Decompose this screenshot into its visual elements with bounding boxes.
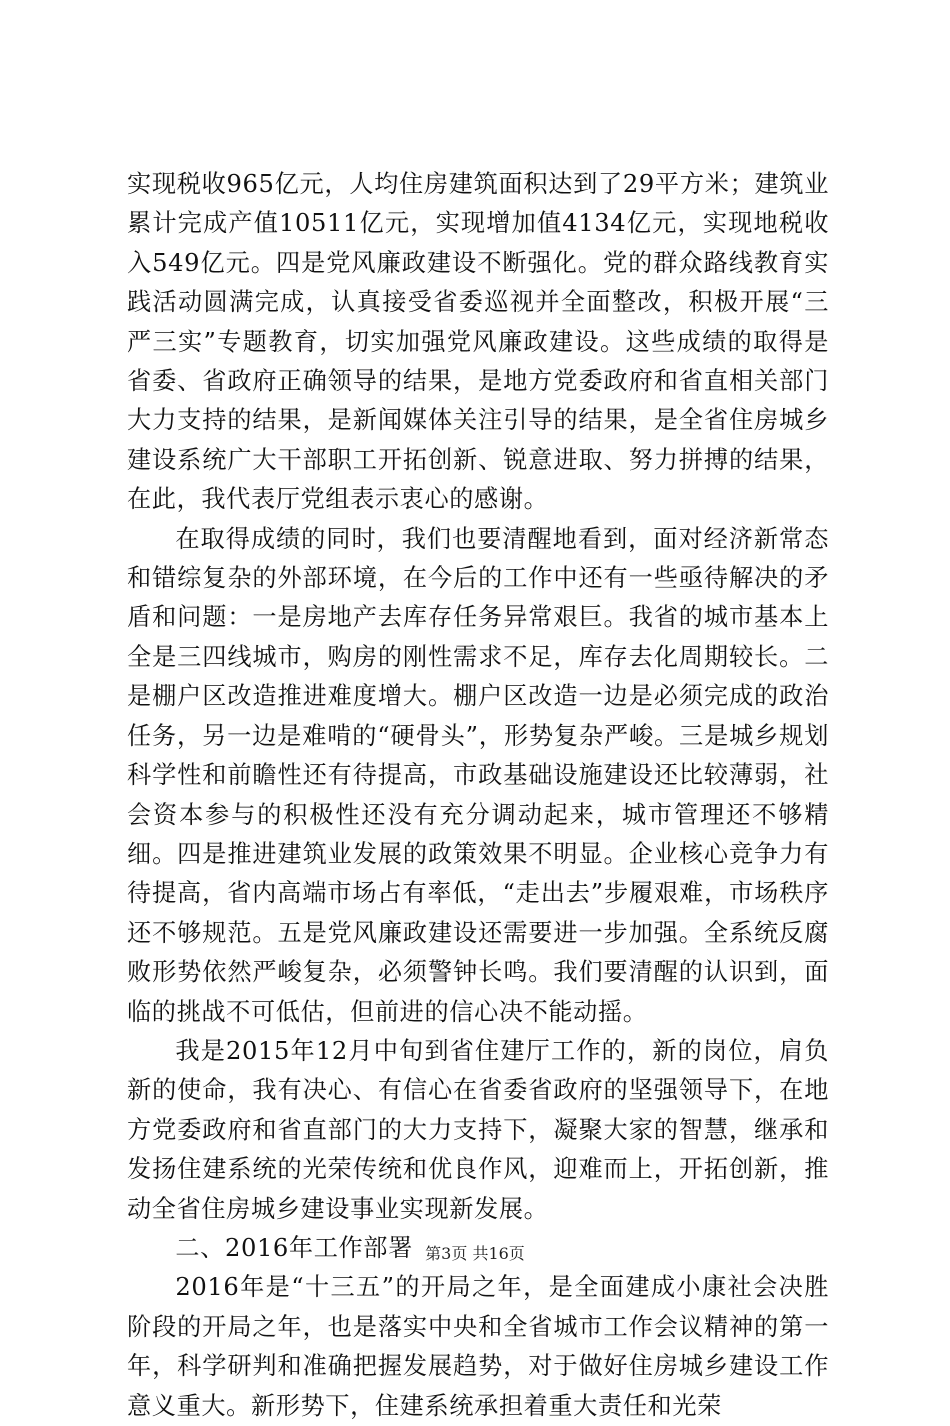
paragraph-2: 在取得成绩的同时，我们也要清醒地看到，面对经济新常态和错综复杂的外部环境，在今后的工作中还有一些亟待解决的矛盾和问题：一是房地产去库存任务异常艰巨。我省的城市基本上全是三四线城市，购房的刚性需求不足，库存去化周期较长。二是棚户区改造推进难度增大。棚户区改造一边是必须完成的政治任务，另一边是难啃的“硬骨头”，形势复杂严峻。三是城乡规划科学性和前瞻性还有待提高，市政基础设施建设还比较薄弱，社会资本参与的积极性还没有充分调动起来，城市管理还不够精细。四是推进建筑业发展的政策效果不明显。企业核心竞争力有待提高，省内高端市场占有率低，“走出去”步履艰难，市场秩序还不够规范。五是党风廉政建设还需要进一步加强。全系统反腐败形势依然严峻复杂，必须警钟长鸣。我们要清醒的认识到，面临的挑战不可低估，但前进的信心决不能动摇。 [127, 524, 829, 1026]
section-heading: 二、2016年工作部署 [175, 1233, 413, 1262]
body-text [127, 165, 829, 1426]
page-footer: 第3页 共16页 [425, 1244, 525, 1263]
paragraph-3: 我是2015年12月中旬到省住建厅工作的，新的岗位，肩负新的使命，我有决心、有信心在省委省政府的坚强领导下，在地方党委政府和省直部门的大力支持下，凝聚大家的智慧，继承和发扬住建系统的光荣传统和优良作风，迎难而上，开拓创新，推动全省住房城乡建设事业实现新发展。 [127, 1036, 829, 1223]
paragraph-1: 实现税收965亿元，人均住房建筑面积达到了29平方米；建筑业累计完成产值10511亿元，实现增加值4134亿元，实现地税收入549亿元。四是党风廉政建设不断强化。党的群众路线教育实践活动圆满完成，认真接受省委巡视并全面整改，积极开展“三严三实”专题教育，切实加强党风廉政建设。这些成绩的取得是省委、省政府正确领导的结果，是地方党委政府和省直相关部门大力支持的结果，是新闻媒体关注引导的结果，是全省住房城乡建设系统广大干部职工开拓创新、锐意进取、努力拼搏的结果，在此，我代表厅党组表示衷心的感谢。 [127, 170, 829, 514]
paragraph-4: 2016年是“十三五”的开局之年，是全面建成小康社会决胜阶段的开局之年，也是落实中央和全省城市工作会议精神的第一年，科学研判和准确把握发展趋势，对于做好住房城乡建设工作意义重大。新形势下，住建系统承担着重大责任和光荣 [127, 1273, 829, 1420]
